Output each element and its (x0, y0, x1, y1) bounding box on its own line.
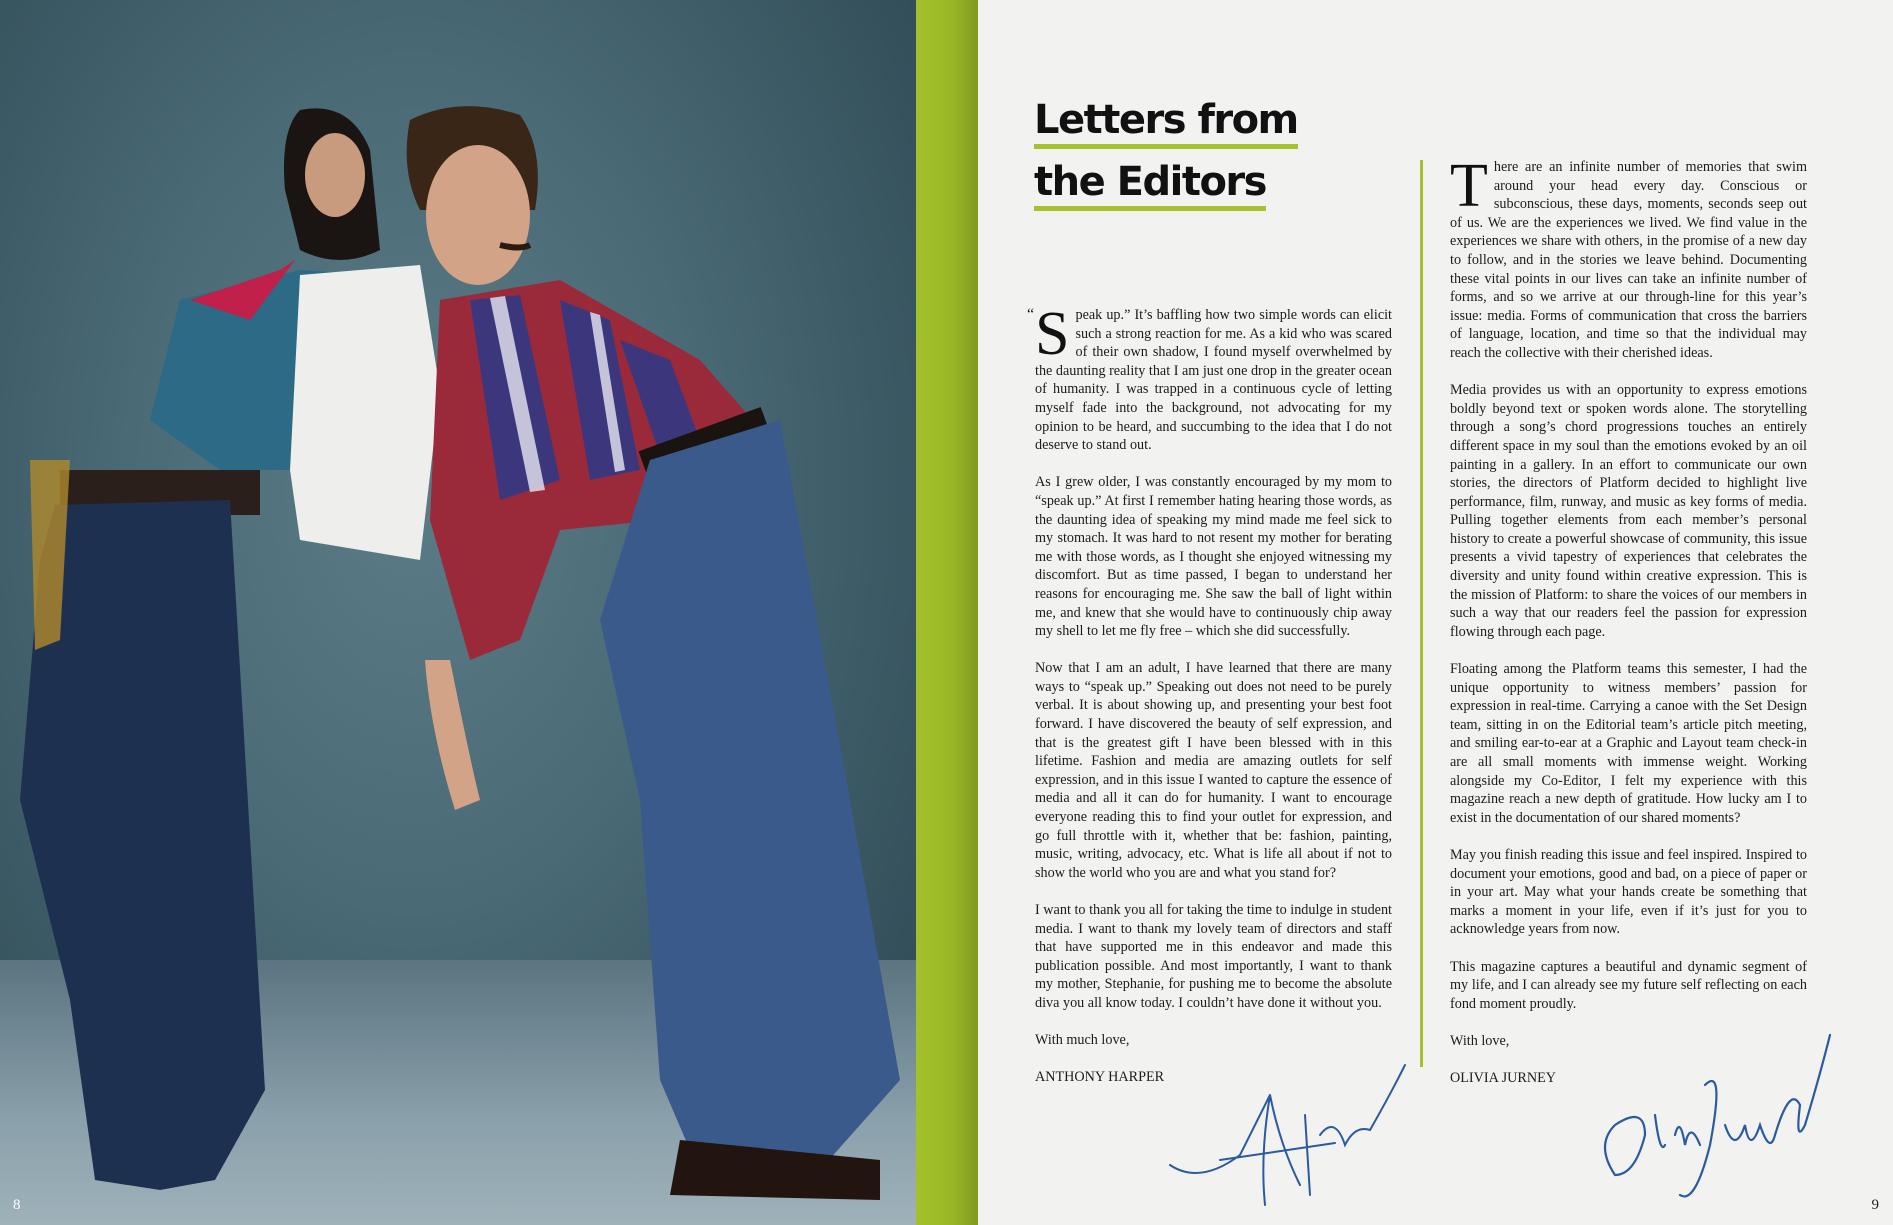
letter2-paragraph-5: This magazine captures a beautiful and dynamic segment of my life, and I can already see my future self reflecting on each fond moment proudly. (1450, 958, 1807, 1012)
figure-right (407, 106, 900, 1200)
letter1-paragraph-1: Speak up.” It’s baffling how two simple words can elicit such a strong reaction for me. As a kid who was scared of their own shadow, I found myself overwhelmed by the daunting reality that I am just one drop in the greater ocean of humanity. I was trapped in a continuous cycle of letting myself fade into the background, not advocating for my opinion to be heard, and succumbing to the idea that I do not deserve to stand out. (1035, 300, 1392, 454)
cover-photo (0, 0, 916, 1225)
letter1-paragraph-4: I want to thank you all for taking the time to indulge in student media. I want to thank my lovely team of directors and staff that have supported me in this endeavor and made this publication possible. And most importantly, I want to thank my mother, Stephanie, for pushing me to become the absolute diva you all know today. I couldn’t have done it without you. (1035, 902, 1392, 1011)
letter1-paragraph-2: As I grew older, I was constantly encouraged by my mom to “speak up.” At first I remember hating hearing those words, as the daunting idea of speaking my mind made me feel sick to my stomach. It was hard to not resent my mother for berating me with those words, as I thought she enjoyed witnessing my discomfort. But as time passed, I began to understand her reasons for encouraging me. She saw the ball of light within me, and knew that she would have to continuously chip away my shell to let me fly free – which she did successfully. (1035, 474, 1392, 640)
letter1-author-name: ANTHONY HARPER (1035, 1069, 1165, 1086)
letter-anthony (1027, 300, 1392, 1106)
letter1-paragraph-3: Now that I am an adult, I have learned that there are many ways to “speak up.” Speaking out does not need to be purely verbal. It is about showing up, and presenting your best foot forward. I have discovered the beauty of self expression, and that is the greatest gift I have been blessed with in this lifetime. Fashion and media are amazing outlets for self expression, and in this issue I wanted to capture the essence of media and all it can do for humanity. I want to encourage everyone reading this to find your outlet for expression, and go full throttle with it, whether that be: fashion, painting, music, writing, advocacy, etc. What is life all about if not to show the world who you are and what you stand for? (1035, 660, 1392, 881)
dropcap-t: T (1450, 152, 1488, 220)
signature-anthony (1160, 1055, 1410, 1215)
dropcap-s: S (1035, 300, 1070, 368)
title-line-2: the Editors (1034, 159, 1266, 211)
accent-spine-bar (916, 0, 978, 1225)
letter2-author-name: OLIVIA JURNEY (1450, 1070, 1557, 1087)
portrait-illustration (0, 0, 916, 1225)
title-line-1: Letters from (1034, 97, 1298, 149)
letter2-paragraph-3: Floating among the Platform teams this semester, I had the unique opportunity to witness members’ passion for expression in real-time. Carrying a canoe with the Set Design team, sitting in on the Editorial team’s article pitch meeting, and smiling ear-to-ear at a Graphic and Layout team check-in are all small moments with immense weight. Working alongside my Co-Editor, I felt my experience with this magazine reach a new depth of gratitude. How lucky am I to exist in the documentation of our shared moments? (1450, 661, 1807, 826)
letter2-paragraph-1: There are an infinite number of memories that swim around your head every day. Conscious or subconscious, these days, moments, seconds seep out of us. We are the experiences we lived. We find value in the experiences we share with others, in the promise of a new day to follow, and in the stories we leave behind. Documenting these vital points in our lives can take an infinite number of forms, and so we arrive at our through-line for this year’s issue: media. Forms of communication that cross the barriers of language, location, and time so that the individual may reach the collective with their cherished ideas. (1450, 152, 1807, 361)
letter2-paragraph-4: May you finish reading this issue and feel inspired. Inspired to document your emotions, good and bad, on a piece of paper or in your art. May what your hands create be something that marks a moment in your life, even if it’s just for you to acknowledge years from now. (1450, 846, 1807, 938)
letter1-signoff: With much love, (1035, 1032, 1130, 1049)
figure-left (20, 108, 440, 1190)
letter2-signoff: With love, (1450, 1032, 1510, 1049)
opening-quote: “ (1027, 306, 1035, 323)
letter2-paragraph-2: Media provides us with an opportunity to express emotions boldly beyond text or spoken words alone. The storytelling through a song’s chord progressions touches an entirely different space in my soul than the emotions evoked by an oil painting in a gallery. In an effort to communicate our own stories, the directors of Platform decided to highlight live performance, film, runway, and music as key forms of media. Pulling together elements from each member’s personal history to create a powerful showcase of community, this issue presents a vivid tapestry of experiences that celebrates the diversity and unity found within creative expression. This is the mission of Platform: to share the voices of our members in such a way that our readers feel the passion for expression flowing through each page. (1450, 382, 1807, 640)
letter-olivia (1450, 152, 1807, 1106)
signature-olivia (1585, 1025, 1835, 1205)
page-title (1034, 92, 1298, 216)
page-number-right: 9 (1871, 1197, 1879, 1213)
column-divider (1420, 160, 1423, 1067)
page-number-left: 8 (13, 1197, 21, 1213)
